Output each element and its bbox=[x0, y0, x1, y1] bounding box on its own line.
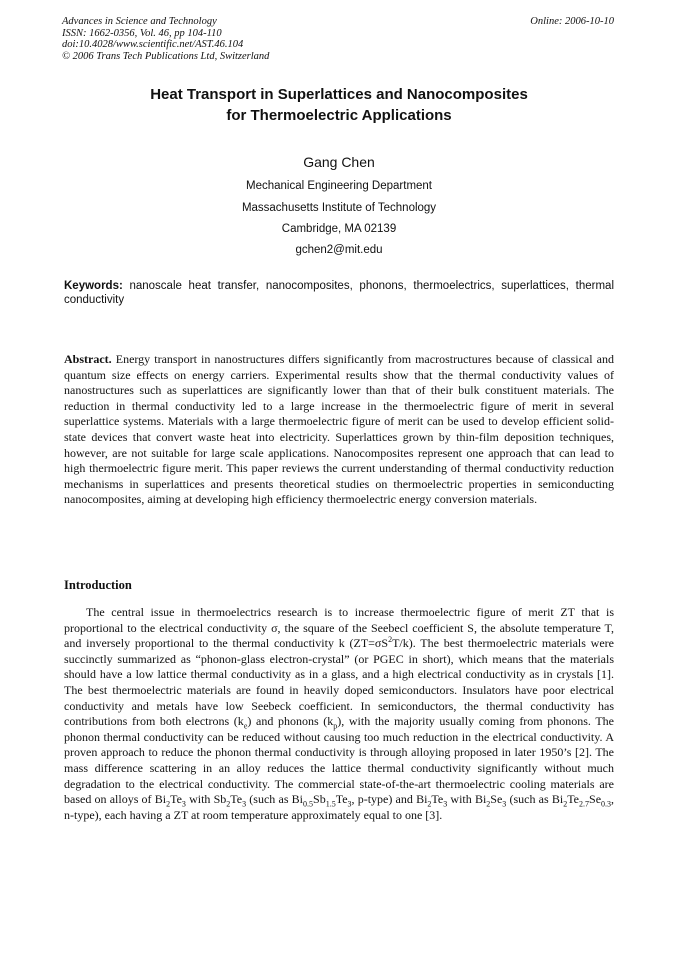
paper-title bbox=[64, 84, 614, 126]
journal-header bbox=[62, 16, 422, 62]
journal-name: Advances in Science and Technology bbox=[62, 16, 217, 27]
abstract bbox=[64, 352, 614, 508]
keywords bbox=[64, 279, 614, 307]
keywords-label: Keywords: bbox=[64, 280, 123, 292]
copyright-line: © 2006 Trans Tech Publications Ltd, Switzerland bbox=[62, 50, 270, 62]
introduction-paragraph: The central issue in thermoelectrics research is to increase thermoelectric figure of merit ZT that is proportional to the electrical conductivity σ, the square of the Seebecl coefficient S, the absolute temperature T, and inversely proportional to the thermal conductivity k $(ZT=\sigma S^2T/k)$. The best thermoelectric materials were succinctly summarized as “phonon-glass electron-crystal” (or PGEC in short), which means that the materials should have a low lattice thermal conductivity as in a glass, and a high electrical conductivity as in crystals [1]. The best thermoelectric materials are found in heavily doped semiconductors. Insulators have poor electrical conductivity and metals have low Seebeck coefficient. In semiconductors, the thermal conductivity has contributions from both electrons $(k_e)$ and phonons $(k_p)$, with the majority usually coming from phonons. The phonon thermal conductivity can be reduced without causing too much reduction in the electrical conductivity. A proven approach to reduce the phonon thermal conductivity is through alloying proposed in later 1950’s [2]. The mass difference scattering in an alloy reduces the lattice thermal conductivity significantly without much degradation to the electrical conductivity. The commercial state-of-the-art thermoelectric cooling materials are based on alloys of $Bi_2Te_3$ with $Sb_2Te_3$ (such as $Bi_{0.5}Sb_{1.5}Te_3$, p-type) and $Bi_2Te_3$ with $Bi_2Se_3$ (such as $Bi_2Te_{2.7}Se_{0.3}$, n-type), each having a ZT at room temperature approximately equal to one [3]. bbox=[64, 605, 615, 822]
issn-line: ISSN: 1662-0356, Vol. 46, pp 104-110 bbox=[62, 27, 222, 39]
keywords-text: nanoscale heat transfer, nanocomposites, phonons, thermoelectrics, superlattices, thermal conductivity bbox=[64, 280, 614, 306]
abstract-label: Abstract. bbox=[64, 352, 112, 366]
author-department: Mechanical Engineering Department bbox=[245, 180, 433, 192]
author-institution: Massachusetts Institute of Technology bbox=[241, 202, 437, 214]
author-email: gchen2@mit.edu bbox=[295, 244, 383, 256]
introduction-heading: Introduction bbox=[64, 578, 132, 592]
abstract-text: Energy transport in nanostructures differs significantly from macrostructures because of classical and quantum size effects on energy carriers. Experimental results show that the thermal conductivity values of nanostructures such as superlattices are significantly lower than that of their bulk constituent materials. The reduction in thermal conductivity led to a large increase in the thermoelectric figure of merit in several superlattice systems. Materials with a large thermoelectric figure of merit can be used to develop efficient solid-state devices that convert waste heat into electricity. Superlattices grown by thin-film deposition techniques, however, are not suitable for large scale applications. Nanocomposites represent one approach that can lead to high thermoelectric figure merit. This paper reviews the current understanding of thermal conductivity reduction mechanisms in superlattices and presents theoretical studies on thermoelectric properties in semiconducting nanocomposites, aiming at developing high efficiency thermoelectric energy conversion materials. bbox=[64, 352, 614, 507]
author-city: Cambridge, MA 02139 bbox=[281, 223, 397, 235]
title-line-1: Heat Transport in Superlattices and Nanocomposites bbox=[150, 86, 528, 103]
author-name: Gang Chen bbox=[303, 154, 375, 170]
online-date: Online: 2006-10-10 bbox=[530, 16, 614, 27]
doi-line: doi:10.4028/www.scientific.net/AST.46.104 bbox=[62, 39, 244, 51]
title-line-2: for Thermoelectric Applications bbox=[226, 107, 452, 124]
